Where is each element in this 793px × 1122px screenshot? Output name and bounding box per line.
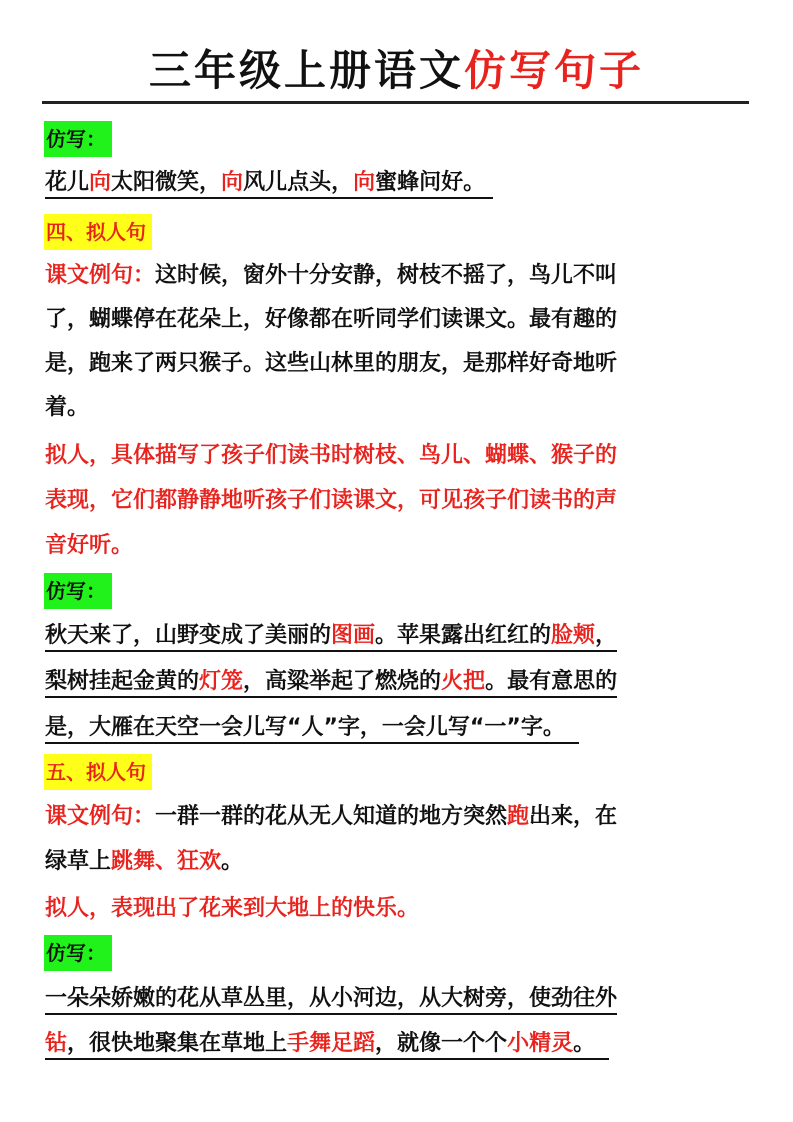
imitate-tag-1: 仿写： xyxy=(44,121,112,157)
example-line-5-1: 课文例句：一群一群的花从无人知道的地方突然跑出来，在 xyxy=(45,804,618,829)
title-red: 仿写句子 xyxy=(464,46,645,95)
example-line-4-2: 了，蝴蝶停在花朵上，好像都在听同学们读课文。最有趣的 xyxy=(45,307,618,332)
title-divider xyxy=(42,101,749,104)
example-line-4-3: 是，跑来了两只猴子。这些山林里的朋友，是那样好奇地听 xyxy=(45,351,618,376)
imitate-tag-2: 仿写： xyxy=(44,573,112,609)
imitate-line-1: 花儿向太阳微笑，向风儿点头，向蜜蜂问好。 xyxy=(45,168,493,198)
section-heading-5: 五、拟人句 xyxy=(44,754,152,790)
analysis-line-4-2: 表现，它们都静静地听孩子们读课文，可见孩子们读书的声 xyxy=(45,488,618,513)
page-title xyxy=(0,40,793,102)
example-line-5-2: 绿草上跳舞、狂欢。 xyxy=(45,849,244,874)
imitate-tag-3: 仿写： xyxy=(44,935,112,971)
imitate-line-3-1: 一朵朵娇嫩的花从草丛里，从小河边，从大树旁，使劲往外 xyxy=(45,984,617,1014)
imitate-line-3-2: 钻，很快地聚集在草地上手舞足蹈，就像一个个小精灵。 xyxy=(45,1029,609,1059)
analysis-line-4-1: 拟人，具体描写了孩子们读书时树枝、鸟儿、蝴蝶、猴子的 xyxy=(45,443,618,468)
example-line-4-1: 课文例句：这时候，窗外十分安静，树枝不摇了，鸟儿不叫 xyxy=(45,263,618,288)
section-heading-4: 四、拟人句 xyxy=(44,214,152,250)
title-black: 三年级上册语文 xyxy=(148,46,464,95)
analysis-line-5: 拟人，表现出了花来到大地上的快乐。 xyxy=(45,896,420,921)
imitate-line-2-1: 秋天来了，山野变成了美丽的图画。苹果露出红红的脸颊， xyxy=(45,621,617,651)
imitate-line-2-2: 梨树挂起金黄的灯笼，高粱举起了燃烧的火把。最有意思的 xyxy=(45,667,617,697)
example-line-4-4: 着。 xyxy=(45,395,90,420)
imitate-line-2-3: 是，大雁在天空一会儿写“人”字，一会儿写“一”字。 xyxy=(45,713,579,743)
analysis-line-4-3: 音好听。 xyxy=(45,533,134,558)
